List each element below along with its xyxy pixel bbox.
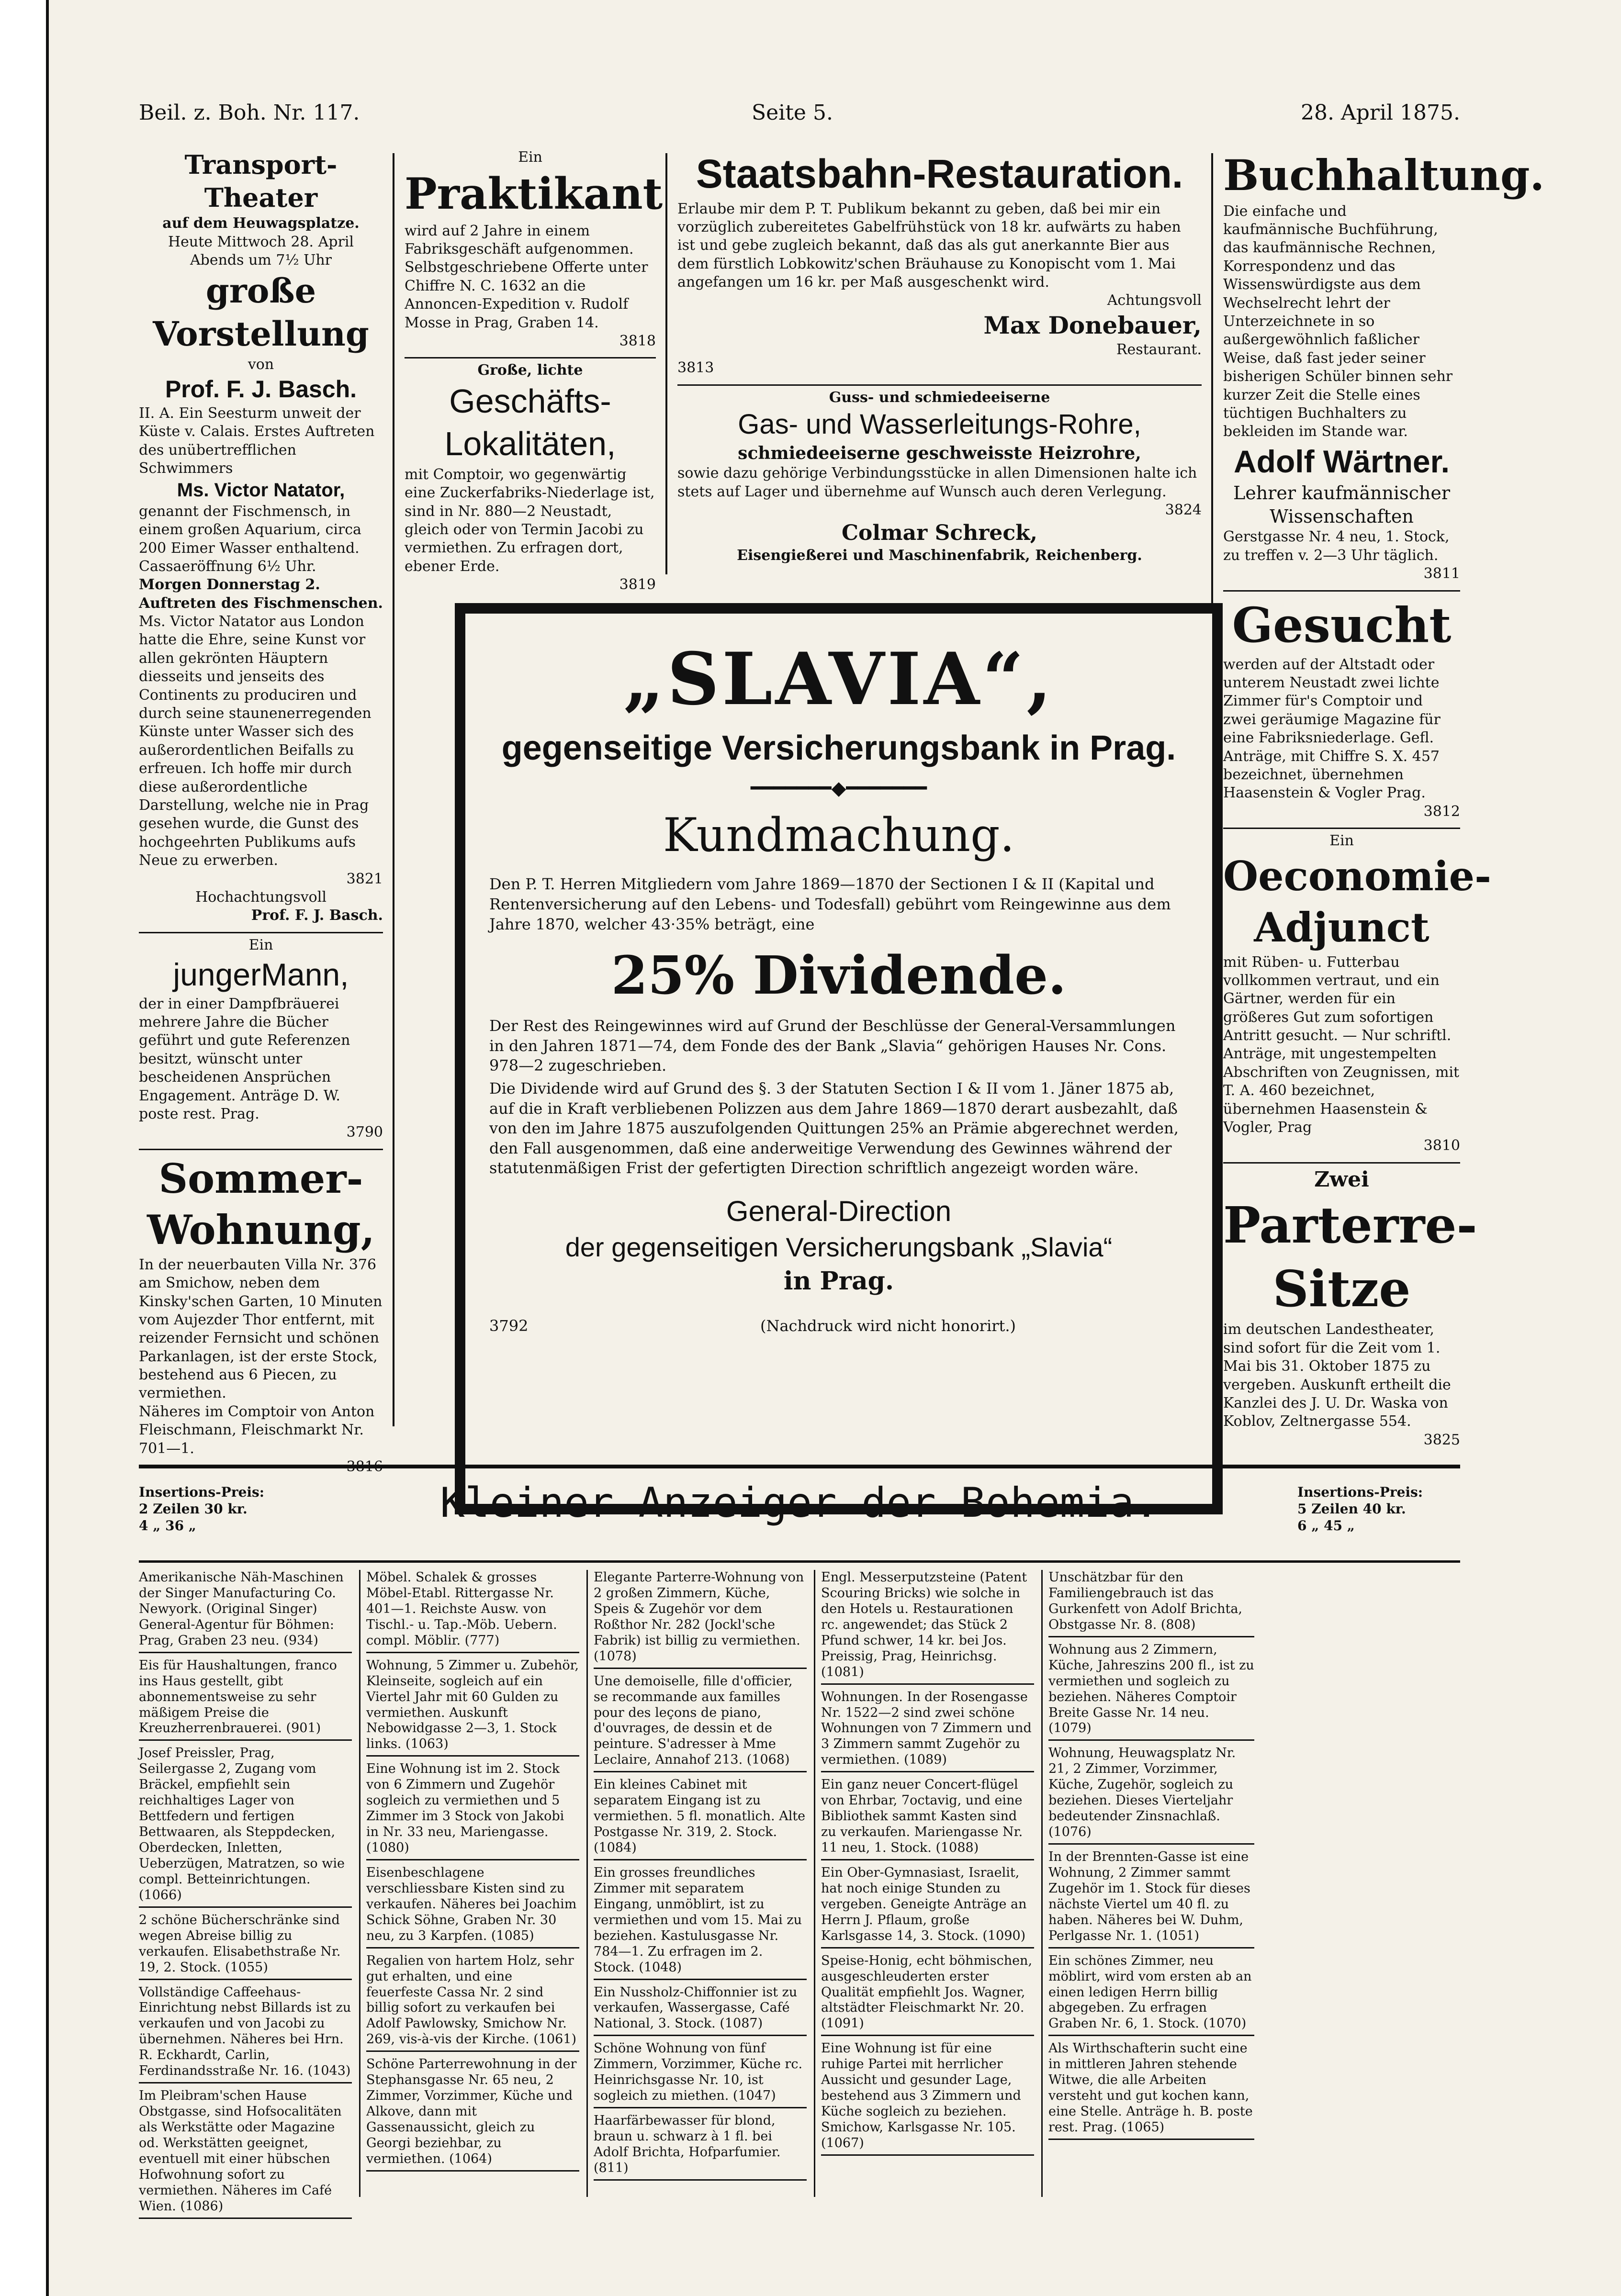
ornament-divider: ━━━━━━━◆━━━━━━━ — [751, 777, 927, 799]
ad-junger-mann — [139, 936, 383, 1142]
classified-title: Kleiner Anzeiger der Bohemia. — [440, 1479, 1159, 1527]
ad-text: Lehrer kaufmännischer — [1233, 482, 1450, 504]
ad-text: von — [248, 356, 274, 373]
ad-number: 3792 — [489, 1317, 529, 1335]
ad-signature: Colmar Schreck, — [842, 520, 1037, 545]
ad-title: Praktikant — [405, 168, 663, 220]
ad-text: Heute Mittwoch 28. April Abends um 7½ Uhr — [168, 233, 354, 269]
ad-text: Näheres im Comptoir von Anton Fleischmann, Fleischmarkt Nr. 701—1. — [139, 1403, 375, 1457]
section-rule — [139, 1560, 1460, 1563]
classified-column-1 — [139, 1570, 352, 2224]
ad-performer: Ms. Victor Natator, — [177, 479, 345, 501]
ad-text: Gerstgasse Nr. 4 neu, 1. Stock, zu treffen v. 2—3 Uhr täglich. — [1223, 528, 1450, 564]
ad-text: wird auf 2 Jahre in einem Fabriksgeschäft aufgenommen. Selbstgeschriebene Offerte unter Chiffre N. C. 1632 an die Annoncen-Expedition v. Rudolf Mosse in Prag, Graben 14. — [405, 222, 648, 331]
price-line: 2 Zeilen 30 kr. — [139, 1501, 248, 1517]
classified-column-3 — [594, 1570, 807, 2185]
ad-signature: Adolf Wärtner. — [1233, 443, 1450, 479]
price-line: 4 „ 36 „ — [139, 1518, 196, 1534]
ad-sommer-wohnung — [139, 1153, 383, 1477]
ad-text: sowie dazu gehörige Verbindungsstücke in allen Dimensionen halte ich stets auf Lager und übernehme auf Wunsch auch deren Verlegung. — [677, 465, 1197, 500]
classified-ad: Regalien von hartem Holz, sehr gut erhalten, und eine feuerfeste Cassa Nr. 2 sind billig sofort zu verkaufen bei Adolf Pawlowsky, Smichow Nr. 269, vis-à-vis der Kirche. (1061) — [366, 1953, 579, 2052]
ad-signature: Eisengießerei und Maschinenfabrik, Reichenberg. — [737, 547, 1142, 564]
ad-title: Oeconomie- — [1223, 852, 1491, 900]
column-rule-1 — [393, 153, 394, 1426]
ad-text: mit Rüben- u. Futterbau vollkommen vertraut, und ein Gärtner, werden für ein größeres Gut zum sofortigen Antritt gesucht. — Nur schriftl. Anträge, mit ungestempelten Abschriften von Zeugnissen, mit T. A. 460 bezeichnet, übernehmen Haasenstein & Vogler, Prag — [1223, 953, 1460, 1136]
ad-separator — [1223, 1162, 1460, 1164]
ad-praktikant — [405, 148, 663, 350]
ad-number: 3811 — [1423, 565, 1460, 582]
price-line: 5 Zeilen 40 kr. — [1297, 1501, 1406, 1517]
ad-subtitle: schmiedeeiserne geschweisste Heizrohre, — [738, 443, 1141, 464]
left-column — [139, 148, 383, 1483]
ad-buchhaltung — [1223, 148, 1545, 583]
slavia-title: „SLAVIA“, — [623, 637, 1055, 721]
ad-text: im deutschen Landestheater, sind sofort für die Zeit vom 1. Mai bis 31. Oktober 1875 zu vergeben. Auskunft ertheilt die Kanzlei des J. U. Dr. Waska von Koblov, Zeltnergasse 554. — [1223, 1321, 1451, 1430]
ad-separator — [677, 384, 1202, 386]
slavia-dividend: 25% Dividende. — [611, 944, 1067, 1007]
classified-ad: Schöne Wohnung von fünf Zimmern, Vorzimmer, Küche rc. Heinrichsgasse Nr. 10, ist sogleich zu miethen. (1047) — [594, 2041, 807, 2108]
slavia-signature: General-Direction — [726, 1195, 952, 1227]
classified-ad: Ein ganz neuer Concert-flügel von Ehrbar, 7octavig, und eine Bibliothek sammt Kasten sind zu verkaufen. Mariengasse Nr. 11 neu, 1. Stock. (1088) — [821, 1777, 1034, 1860]
ad-geschaefts-lokalitaeten — [405, 361, 656, 594]
classified-column-4 — [821, 1570, 1034, 2161]
ad-title: Parterre- — [1223, 1196, 1477, 1255]
classified-ad: Haarfärbewasser für blond, braun u. schwarz à 1 fl. bei Adolf Brichta, Hofparfumier. (811) — [594, 2113, 807, 2181]
classified-ad: Eine Wohnung ist für eine ruhige Partei mit herrlicher Aussicht und gesunder Lage, bestehend aus 3 Zimmern und Küche sogleich zu beziehen. Smichow, Karlsgasse Nr. 105. (1067) — [821, 2041, 1034, 2156]
ad-separator — [1223, 590, 1460, 592]
price-box-right — [1297, 1484, 1460, 1534]
ad-text: der in einer Dampfbräuerei mehrere Jahre die Bücher geführt und gute Referenzen besitzt, wünscht unter bescheidenen Ansprüchen Engagement. Anträge D. W. poste rest. Prag. — [139, 995, 350, 1122]
classified-header — [139, 1474, 1460, 1565]
ad-text: Guss- und schmiedeeiserne — [829, 389, 1050, 406]
ad-staatsbahn-restauration — [677, 148, 1202, 378]
ad-slavia-box — [455, 603, 1223, 1514]
reprint-note: (Nachdruck wird nicht honorirt.) — [760, 1317, 1016, 1335]
price-label: Insertions-Preis: — [139, 1484, 265, 1500]
ad-text: Morgen Donnerstag 2. Auftreten des Fischmenschen. — [139, 576, 383, 612]
classified-ad: Wohnung, 5 Zimmer u. Zubehör, Kleinseite, sogleich auf ein Viertel Jahr mit 60 Gulden zu vermiethen. Auskunft Nebowidgasse 2—3, 1. Stock links. (1063) — [366, 1658, 579, 1757]
newspaper-page — [139, 81, 1545, 2214]
ad-text: Ms. Victor Natator aus London hatte die Ehre, seine Kunst vor allen gekrönten Häuptern diesseits und jenseits des Continents zu produciren und durch seine staunenerregenden Künste unter Wasser sich des außerordentlichen Beifalls zu erfreuen. Ich hoffe mir durch diese außerordentliche Darstellung, welche nie in Prag gesehen wurde, die Gunst des hochgeehrten Publikums aufs Neue zu erwerben. — [139, 613, 371, 869]
column-rule — [1041, 1570, 1043, 2197]
ad-performer: Prof. F. J. Basch. — [165, 375, 357, 403]
issue-date: 28. April 1875. — [1300, 101, 1460, 125]
classified-ad: In der Brennten-Gasse ist eine Wohnung, 2 Zimmer sammt Zugehör im 1. Stock für dieses nächste Viertel um 40 fl. zu haben. Näheres bei W. Duhm, Perlgasse Nr. 1. (1051) — [1048, 1849, 1254, 1949]
slavia-signature: in Prag. — [783, 1266, 894, 1296]
issue-label: Beil. z. Boh. Nr. 117. — [139, 101, 360, 125]
classified-ad: 2 schöne Bücherschränke sind wegen Abreise billig zu verkaufen. Elisabethstraße Nr. 19, 2. Stock. (1055) — [139, 1913, 352, 1980]
classified-ad: Wohnungen. In der Rosengasse Nr. 1522—2 sind zwei schöne Wohnungen von 7 Zimmern und 3 Zimmern sammt Zugehör zu vermiethen. (1089) — [821, 1690, 1034, 1773]
classified-ad: Unschätzbar für den Familiengebrauch ist das Gurkenfett von Adolf Brichta, Obstgasse Nr. 8. (808) — [1048, 1570, 1254, 1637]
ad-title: Sitze — [1272, 1259, 1411, 1319]
slavia-paragraph: Die Dividende wird auf Grund des §. 3 der Statuten Section I & II vom 1. Jäner 1875 ab, auf die in Kraft verbliebenen Polizzen aus dem Jahre 1869—1870 derart ausbezahlt, daß von den im Jahre 1875 auszufolgenden Quittungen 25% an Prämie abgerechnet werden, den Fall ausgenommen, daß eine anderweitige Verwendung des Gewinnes während der statutenmäßigen Frist der gefertigten Direction schriftlich angezeigt worden wäre. — [489, 1079, 1179, 1177]
classified-ad: Möbel. Schalek & grosses Möbel-Etabl. Rittergasse Nr. 401—1. Reichste Ausw. von Tischl.- u. Tap.-Möb. Uebern. compl. Möblir. (777) — [366, 1570, 579, 1653]
ad-title: Staatsbahn-Restauration. — [696, 151, 1183, 196]
classified-ad: Schöne Parterrewohnung in der Stephansgasse Nr. 65 neu, 2 Zimmer, Vorzimmer, Küche und Alkove, dann mit Gassenaussicht, gleich zu Georgi beziehbar, zu vermiethen. (1064) — [366, 2057, 579, 2172]
ad-separator — [139, 1149, 383, 1150]
ad-subtitle: auf dem Heuwagsplatze. — [162, 215, 360, 232]
ad-title: große Vorstellung — [153, 271, 369, 354]
ad-title: Buchhaltung. — [1223, 150, 1545, 200]
ad-title: Wohnung, — [147, 1206, 375, 1254]
slavia-content — [489, 633, 1188, 1336]
ad-signature: Achtungsvoll — [1107, 292, 1202, 309]
ad-text: genannt der Fischmensch, in einem großen Aquarium, circa 200 Eimer Wasser enthaltend. Cassaeröffnung 6½ Uhr. — [139, 503, 361, 575]
ad-text: Ein — [1329, 832, 1354, 850]
classified-ad: Ein Nussholz-Chiffonnier ist zu verkaufen, Wassergasse, Café National, 3. Stock. (1087) — [594, 1985, 807, 2037]
slavia-paragraph: Den P. T. Herren Mitgliedern vom Jahre 1869—1870 der Sectionen I & II (Kapital und Rentenversicherung auf den Lebens- und Todesfall) gebührt vom Reingewinne aus dem Jahre 1870, welcher 43·35% beträgt, eine — [489, 875, 1171, 933]
right-column — [1223, 148, 1545, 1456]
ad-signature: Hochachtungsvoll — [195, 888, 326, 906]
ad-text: Die einfache und kaufmännische Buchführung, das kaufmännische Rechnen, Korrespondenz und das Wissenswürdigste aus dem Wechselrecht lehrt der Unterzeichnete in so außergewöhnlich faßlicher Weise, daß fast jeder seiner bisherigen Schüler binnen sehr kurzer Zeit die Stelle eines tüchtigen Buchhalters zu bekleiden im Stande war. — [1223, 202, 1453, 440]
ad-number: 3818 — [619, 332, 656, 349]
ad-parterre-sitze — [1223, 1166, 1477, 1449]
classified-subcolumn — [1048, 1570, 1254, 2140]
ad-text: werden auf der Altstadt oder unterem Neustadt zwei lichte Zimmer für's Comptoir und zwei geräumige Magazine für eine Fabriksniederlage. Gefl. Anträge, mit Chiffre S. X. 457 bezeichnet, übernehmen Haasenstein & Vogler Prag. — [1223, 656, 1441, 802]
ad-number: 3810 — [1423, 1137, 1460, 1154]
ad-signature: Max Donebauer, — [983, 311, 1202, 339]
classified-ad: Wohnung, Heuwagsplatz Nr. 21, 2 Zimmer, Vorzimmer, Küche, Zugehör, sogleich zu beziehen. Dieses Vierteljahr bedeutender Zinsnachlaß. (1076) — [1048, 1746, 1254, 1845]
classified-ad: Vollständige Caffeehaus-Einrichtung nebst Billards ist zu verkaufen und von Jacobi zu übernehmen. Näheres bei Hrn. R. Eckhardt, Carlin, Ferdinandsstraße Nr. 16. (1043) — [139, 1985, 352, 2084]
ad-signature: Prof. F. J. Basch. — [251, 907, 383, 924]
ad-title: Sommer- — [158, 1154, 363, 1202]
ad-oeconomie-adjunct — [1223, 832, 1491, 1155]
second-column — [405, 148, 663, 601]
classified-ad: Josef Preissler, Prag, Seilergasse 2, Zugang vom Bräckel, empfiehlt sein reichhaltiges Lager von Bettfedern und fertigen Bettwaaren, als Steppdecken, Oberdecken, Inletten, Ueberzügen, Matratzen, so wie compl. Betteinrichtungen. (1066) — [139, 1746, 352, 1907]
column-rule — [814, 1570, 815, 2197]
classified-ad: Engl. Messerputzsteine (Patent Scouring Bricks) wie solche in den Hotels u. Restaurationen rc. angewendet; das Stück 2 Pfund schwer, 14 kr. bei Jos. Preissig, Prag, Heinrichsg. (1081) — [821, 1570, 1034, 1685]
ad-number: 3813 — [677, 359, 714, 377]
classified-column-5 — [1048, 1570, 1460, 2145]
slavia-signature: der gegenseitigen Versicherungsbank „Slavia“ — [565, 1232, 1113, 1262]
classified-ad: Elegante Parterre-Wohnung von 2 großen Zimmern, Küche, Speis & Zugehör vor dem Roßthor Nr. 282 (Jockl'sche Fabrik) ist billig zu vermiethen. (1078) — [594, 1570, 807, 1669]
ad-title: Adjunct — [1254, 904, 1430, 952]
classified-column-2 — [366, 1570, 579, 2176]
price-line: 6 „ 45 „ — [1297, 1518, 1355, 1534]
center-column — [677, 148, 1202, 571]
slavia-footer — [489, 1316, 1188, 1336]
ad-number: 3824 — [1165, 502, 1202, 519]
ad-title: Gesucht — [1232, 596, 1452, 653]
ad-transport-theater — [139, 148, 383, 925]
ad-number: 3790 — [346, 1124, 383, 1141]
classified-ad: Une demoiselle, fille d'officier, se recommande aux familles pour des leçons de piano, d'ouvrages, de dessin et de peinture. S'adresser à Mme Leclaire, Annahof 213. (1068) — [594, 1674, 807, 1773]
ad-number: 3812 — [1423, 803, 1460, 820]
page-header — [139, 101, 1460, 144]
classified-ad: Eine Wohnung ist im 2. Stock von 6 Zimmern und Zugehör sogleich zu vermiethen und 5 Zimmer im 3 Stock von Jakobi in Nr. 33 neu, Mariengasse. (1080) — [366, 1761, 579, 1860]
ad-title: Transport-Theater — [184, 149, 338, 213]
ad-signature: Restaurant. — [1116, 341, 1202, 358]
ad-gesucht — [1223, 594, 1460, 821]
scan-border — [0, 0, 49, 2296]
column-rule — [359, 1570, 360, 2197]
price-label: Insertions-Preis: — [1297, 1484, 1423, 1500]
column-rule-2 — [665, 153, 667, 574]
ad-title: Gas- und Wasserleitungs-Rohre, — [738, 409, 1141, 440]
classified-ad: Ein schönes Zimmer, neu möblirt, wird vom ersten ab an einen ledigen Herrn billig abgegeben. Zu erfragen Graben Nr. 6, 1. Stock. (1070) — [1048, 1953, 1254, 2037]
classified-ad: Ein Ober-Gymnasiast, Israelit, hat noch einige Stunden zu vergeben. Geneigte Anträge an Herrn J. Pflaum, große Karlsgasse 14, 3. Stock. (1090) — [821, 1865, 1034, 1949]
classified-ad: Im Pleibram'schen Hause Obstgasse, sind Hofsocalitäten als Werkstätte oder Magazine od. Werkstätten geeignet, eventuell mit einer hübschen Hofwohnung sofort zu vermiethen. Näheres im Café Wien. (1086) — [139, 2088, 352, 2219]
page-number: Seite 5. — [752, 101, 833, 125]
classified-ad: Als Wirthschafterin sucht eine in mittleren Jahren stehende Witwe, die alle Arbeiten versteht und gut kochen kann, eine Stelle. Anträge h. B. poste rest. Prag. (1065) — [1048, 2041, 1254, 2140]
ad-separator — [1223, 828, 1460, 829]
ad-text: Ein — [518, 149, 542, 166]
price-box-left — [139, 1484, 302, 1534]
ad-title: Lokalitäten, — [444, 425, 616, 463]
ad-title: jungerMann, — [173, 957, 349, 993]
classified-ad: Eis für Haushaltungen, franco ins Haus gestellt, gibt abonnementsweise zu sehr mäßigem Preise die Kreuzherrenbrauerei. (901) — [139, 1658, 352, 1741]
column-rule — [586, 1570, 588, 2197]
ad-number: 3819 — [619, 576, 656, 594]
ad-text: mit Comptoir, wo gegenwärtig eine Zuckerfabriks-Niederlage ist, sind in Nr. 880—2 Neustadt, gleich oder von Termin Jacobi zu vermiethen. Zu erfragen dort, ebener Erde. — [405, 466, 655, 575]
classified-ad: Eisenbeschlagene verschliessbare Kisten sind zu verkaufen. Näheres bei Joachim Schick Söhne, Graben Nr. 30 neu, zu 3 Karpfen. (1085) — [366, 1865, 579, 1949]
ad-text: Zwei — [1314, 1167, 1369, 1192]
classified-ad: Amerikanische Näh-Maschinen der Singer Manufacturing Co. Newyork. (Original Singer) General-Agentur für Böhmen: Prag, Graben 23 neu. (934) — [139, 1570, 352, 1653]
ad-text: II. A. Ein Seesturm unweit der Küste v. Calais. Erstes Auftreten des unübertrefflichen Schwimmers — [139, 404, 375, 477]
classified-ad: Ein kleines Cabinet mit separatem Eingang ist zu vermiethen. 5 fl. monatlich. Alte Postgasse Nr. 319, 2. Stock. (1084) — [594, 1777, 807, 1860]
ad-text: In der neuerbauten Villa Nr. 376 am Smichow, neben dem Kinsky'schen Garten, 10 Minuten vom Aujezder Thor entfernt, mit reizender Fernsicht und schönen Parkanlagen, ist der erste Stock, bestehend aus 6 Piecen, zu vermiethen. — [139, 1256, 383, 1402]
slavia-subtitle: gegenseitige Versicherungsbank in Prag. — [501, 729, 1176, 767]
section-rule — [139, 1465, 1460, 1468]
slavia-paragraph: Der Rest des Reingewinnes wird auf Grund der Beschlüsse der General-Versammlungen in den Jahren 1871—74, dem Fonde des der Bank „Slavia“ gehörigen Hauses Nr. Cons. 978—2 zugeschrieben. — [489, 1017, 1176, 1075]
ad-text: Erlaube mir dem P. T. Publikum bekannt zu geben, daß bei mir ein vorzüglich zubereitetes Gabelfrühstück von 18 kr. aufwärts zu haben ist und gebe zugleich bekannt, daß das als gut anerkannte Bier aus dem fürstlich Lobkowitz'schen Bräuhause zu Konopischt vom 1. Mai angefangen um 16 kr. per Maß ausgeschenkt wird. — [677, 200, 1181, 291]
ad-separator — [139, 932, 383, 933]
slavia-heading: Kundmachung. — [663, 808, 1015, 862]
ad-text: Ein — [248, 936, 273, 953]
ad-pipes — [677, 389, 1202, 565]
ad-text: Wissenschaften — [1270, 505, 1414, 527]
classified-ad: Speise-Honig, echt böhmischen, ausgeschleuderten erster Qualität empfiehlt Jos. Wagner, altstädter Fleischmarkt Nr. 20. (1091) — [821, 1953, 1034, 2037]
classified-ad: Ein grosses freundliches Zimmer mit separatem Eingang, unmöblirt, ist zu vermiethen und vom 15. Mai zu beziehen. Kastulusgasse Nr. 784—1. Zu erfragen im 2. Stock. (1048) — [594, 1865, 807, 1980]
ad-number: 3821 — [346, 870, 383, 887]
classified-ad: Wohnung aus 2 Zimmern, Küche, Jahreszins 200 fl., ist zu vermiethen und sogleich zu beziehen. Näheres Comptoir Breite Gasse Nr. 14 neu. (1079) — [1048, 1642, 1254, 1741]
ad-separator — [405, 357, 656, 358]
ad-title: Geschäfts- — [449, 382, 611, 420]
ad-text: Große, lichte — [477, 362, 583, 379]
ad-number: 3825 — [1423, 1431, 1460, 1448]
